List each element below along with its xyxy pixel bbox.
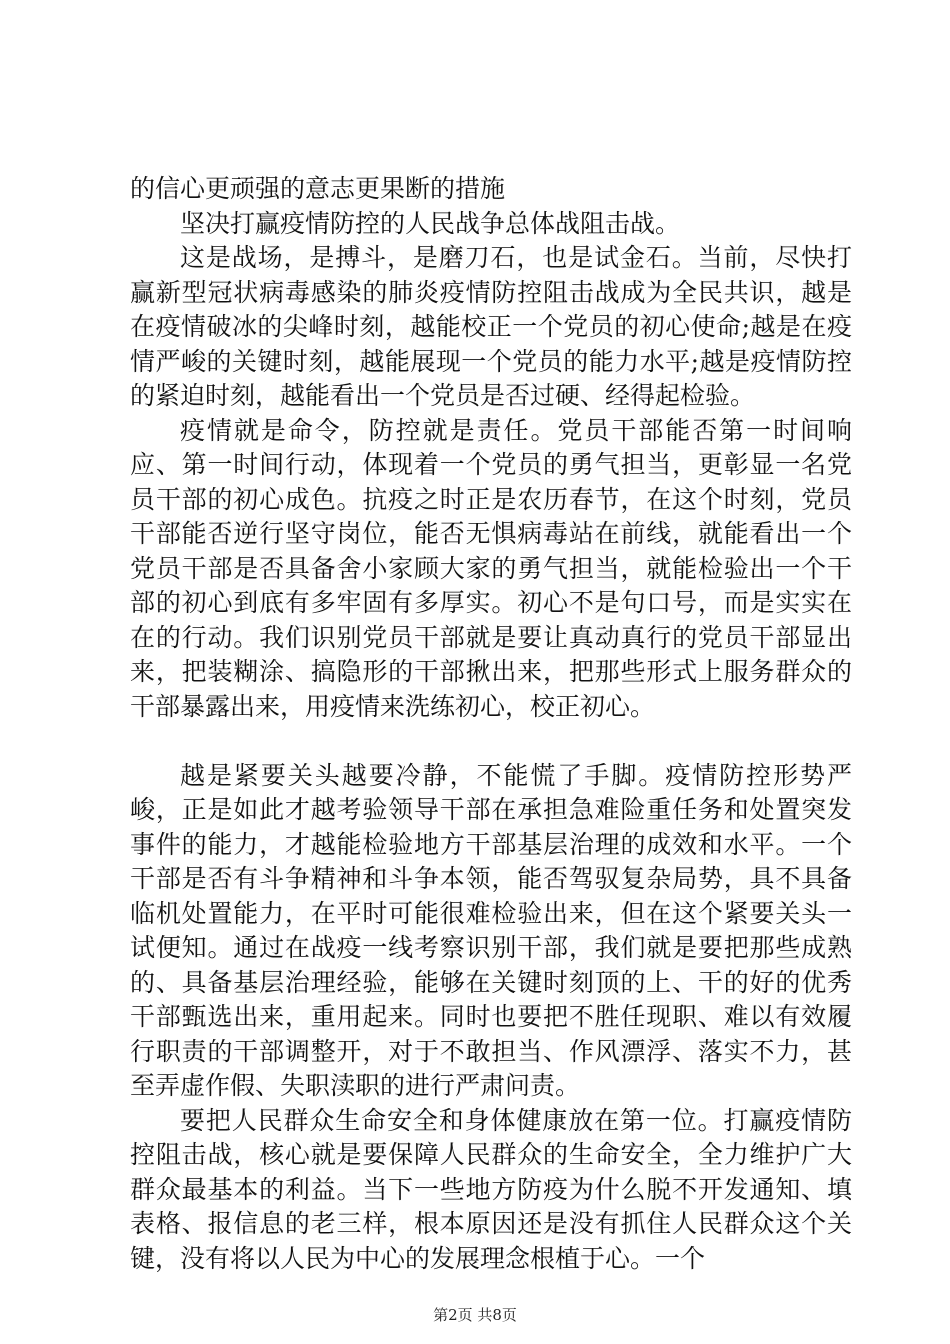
paragraph-continuation: 的信心更顽强的意志更果断的措施 bbox=[130, 174, 506, 203]
paragraph: 要把人民群众生命安全和身体健康放在第一位。打赢疫情防控阻击战，核心就是要保障人民群众的生命安全，全力维护广大群众最基本的利益。当下一些地方防疫为什么脱不开发通知、填表格、报信息的老三样，根本原因还是没有抓住人民群众这个关键，没有将以人民为中心的发展理念根植于心。一个 bbox=[130, 1105, 852, 1273]
paragraph-gap bbox=[130, 724, 852, 759]
paragraph: 这是战场，是搏斗，是磨刀石，也是试金石。当前，尽快打赢新型冠状病毒感染的肺炎疫情防控阻击战成为全民共识，越是在疫情破冰的尖峰时刻，越能校正一个党员的初心使命;越是在疫情严峻的关键时刻，越能展现一个党员的能力水平;越是疫情防控的紧迫时刻，越能看出一个党员是否过硬、经得起检验。 bbox=[130, 243, 852, 410]
paragraph-heading: 坚决打赢疫情防控的人民战争总体战阻击战。 bbox=[180, 208, 681, 238]
page-number-footer: 第2页 共8页 bbox=[433, 1306, 517, 1324]
document-body bbox=[130, 172, 852, 1276]
paragraph: 疫情就是命令，防控就是责任。党员干部能否第一时间响应、第一时间行动，体现着一个党员的勇气担当，更彰显一名党员干部的初心成色。抗疫之时正是农历春节，在这个时刻，党员干部能否逆行坚守岗位，能否无惧病毒站在前线，就能看出一个党员干部是否具备舍小家顾大家的勇气担当，就能检验出一个干部的初心到底有多牢固有多厚实。初心不是句口号，而是实实在在的行动。我们识别党员干部就是要让真动真行的党员干部显出来，把装糊涂、搞隐形的干部揪出来，把那些形式上服务群众的干部暴露出来，用疫情来洗练初心，校正初心。 bbox=[130, 415, 852, 721]
paragraph: 越是紧要关头越要冷静，不能慌了手脚。疫情防控形势严峻，正是如此才越考验领导干部在承担急难险重任务和处置突发事件的能力，才越能检验地方干部基层治理的成效和水平。一个干部是否有斗争精神和斗争本领，能否驾驭复杂局势，具不具备临机处置能力，在平时可能很难检验出来，但在这个紧要关头一试便知。通过在战疫一线考察识别干部，我们就是要把那些成熟的、具备基层治理经验，能够在关键时刻顶的上、干的好的优秀干部甄选出来，重用起来。同时也要把不胜任现职、难以有效履行职责的干部调整开，对于不敢担当、作风漂浮、落实不力，甚至弄虚作假、失职渎职的进行严肃问责。 bbox=[130, 760, 852, 1100]
